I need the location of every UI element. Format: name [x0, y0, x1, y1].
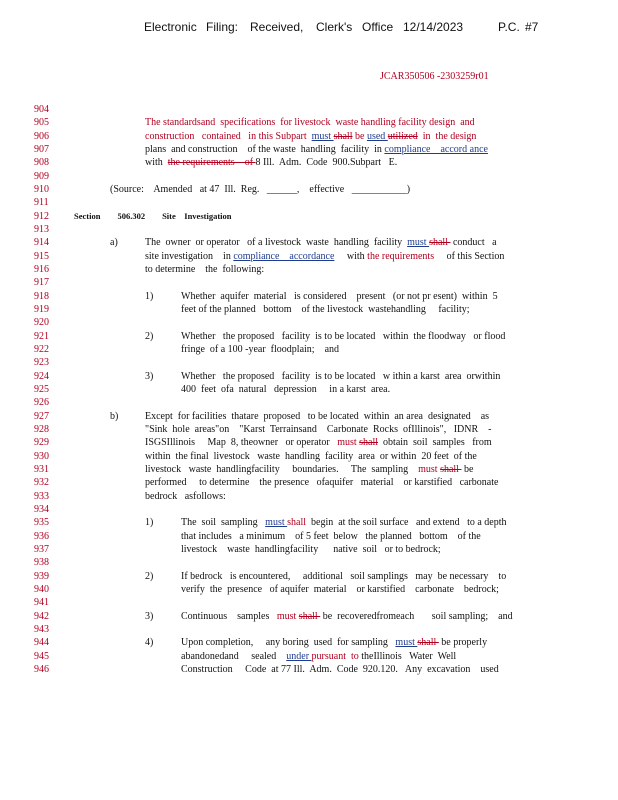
document-line	[8, 290, 618, 303]
line-number: 925	[34, 383, 49, 395]
line-text	[145, 250, 504, 263]
line-number: 943	[34, 623, 49, 635]
line-text	[181, 583, 499, 596]
text-segment: begin at the soil surface and extend to a depth	[306, 517, 507, 529]
document-line	[8, 450, 618, 463]
document-line	[8, 436, 618, 449]
line-text	[145, 116, 475, 129]
text-segment: that includes a minimum of 5 feet below the planned bottom of the	[181, 530, 481, 542]
document-line	[8, 303, 618, 316]
document-line	[8, 396, 618, 409]
line-number: 916	[34, 263, 49, 275]
line-number: 934	[34, 503, 49, 515]
text-segment: Section 506.302 Site Investigation	[74, 210, 232, 221]
list-marker	[145, 570, 153, 583]
document-line	[8, 103, 618, 116]
text-segment: obtain soil samples from	[378, 437, 492, 449]
document-line	[8, 663, 618, 676]
line-number: 920	[34, 317, 49, 329]
document-line	[8, 143, 618, 156]
inserted-text: must	[395, 637, 418, 649]
document-line	[8, 263, 618, 276]
deleted-text: shall	[298, 610, 321, 622]
text-segment: of this Section	[434, 250, 505, 262]
text-segment: shall	[287, 517, 307, 529]
header-office-word: Office	[362, 20, 394, 34]
line-number: 905	[34, 117, 49, 129]
text-segment: ISGSIllinois Map 8, theowner or operator	[145, 437, 338, 449]
line-number: 906	[34, 130, 49, 142]
text-segment: must	[276, 610, 299, 622]
document-line	[8, 476, 618, 489]
line-number: 919	[34, 303, 49, 315]
document-line	[8, 250, 618, 263]
line-number: 910	[34, 183, 49, 195]
line-text	[74, 210, 232, 223]
line-number: 912	[34, 210, 49, 222]
text-segment: Except for facilities thatare proposed to be located within an area designated as	[145, 410, 490, 422]
inserted-text: must	[407, 237, 430, 249]
line-number: 907	[34, 143, 49, 155]
line-text	[181, 530, 481, 543]
document-line	[8, 156, 618, 169]
line-number: 913	[34, 223, 49, 235]
text-segment: Whether aquifer material is considered present (or not pr esent) within 5	[181, 290, 498, 302]
document-line	[8, 316, 618, 329]
document-line	[8, 530, 618, 543]
line-number: 937	[34, 543, 49, 555]
line-text	[181, 543, 441, 556]
line-number: 917	[34, 277, 49, 289]
line-number: 940	[34, 583, 49, 595]
line-number: 931	[34, 463, 49, 475]
document-line	[8, 170, 618, 183]
text-segment: within the final livestock waste handling facility area or within 20 feet of the	[145, 450, 477, 462]
line-number: 935	[34, 517, 49, 529]
document-line	[8, 330, 618, 343]
line-number: 904	[34, 104, 49, 115]
line-number: 933	[34, 490, 49, 502]
line-number: 911	[34, 197, 49, 209]
line-text	[181, 290, 498, 303]
text-segment: site investigation in	[145, 250, 234, 262]
line-number: 908	[34, 157, 49, 169]
document-line	[8, 276, 618, 289]
header-filing-label: Filing:	[206, 20, 239, 34]
line-text	[145, 490, 226, 503]
line-number: 909	[34, 170, 49, 182]
line-number: 922	[34, 343, 49, 355]
text-segment: pursuant to	[311, 650, 359, 662]
line-number: 946	[34, 663, 49, 675]
line-text	[145, 263, 264, 276]
text-segment: construction contained in this Subpart	[145, 130, 312, 142]
line-text	[145, 130, 476, 143]
document-line	[8, 236, 618, 249]
deleted-text: shall	[333, 130, 353, 142]
text-segment: verify the presence of aquifer material or karstified carbonate bedrock;	[181, 583, 499, 595]
line-text	[145, 143, 488, 156]
text-segment: a)	[110, 237, 118, 249]
text-segment: If bedrock is encountered, additional soil samplings may be necessary to	[181, 570, 507, 582]
document-line	[8, 650, 618, 663]
list-marker	[110, 410, 118, 423]
line-text	[145, 463, 473, 476]
line-number: 929	[34, 437, 49, 449]
text-segment: The owner or operator of a livestock waste handling facility	[145, 237, 408, 249]
page-header	[0, 20, 618, 36]
inserted-text: used	[366, 130, 388, 142]
list-marker	[145, 370, 153, 383]
line-text	[181, 570, 506, 583]
line-text	[181, 383, 390, 396]
text-segment: be	[352, 130, 367, 142]
document-line	[8, 210, 618, 223]
line-text	[145, 476, 498, 489]
text-segment: livestock waste handlingfacility native soil or to bedrock;	[181, 543, 441, 555]
line-number: 915	[34, 250, 49, 262]
header-pc: P.C.	[498, 20, 520, 34]
text-segment: conduct a	[450, 237, 497, 249]
text-segment: Upon completion, any boring used for sampling	[181, 637, 396, 649]
list-marker	[145, 636, 153, 649]
text-segment: 1)	[145, 517, 154, 529]
text-segment: theIllinois Water Well	[358, 650, 457, 662]
line-number: 921	[34, 330, 49, 342]
document-line	[8, 423, 618, 436]
line-text	[181, 343, 339, 356]
text-segment: Whether the proposed facility is to be located w ithin a karst area orwithin	[181, 370, 501, 382]
line-number: 945	[34, 650, 49, 662]
text-segment: (Source: Amended at 47 Ill. Reg. ______, effective ___________)	[110, 183, 411, 195]
text-segment: with	[334, 250, 368, 262]
line-text	[181, 303, 470, 316]
text-segment: in the design	[417, 130, 477, 142]
text-segment: 1)	[145, 290, 154, 302]
document-line	[8, 583, 618, 596]
line-text	[145, 410, 489, 423]
document-line	[8, 490, 618, 503]
header-status: Received,	[250, 20, 304, 34]
deleted-text: shall	[359, 437, 379, 449]
header-office: Clerk's	[316, 20, 353, 34]
line-number: 944	[34, 637, 49, 649]
document-line	[8, 503, 618, 516]
line-text	[181, 370, 500, 383]
line-text	[181, 663, 499, 676]
inserted-text: compliance accordance	[233, 250, 335, 262]
line-number: 941	[34, 597, 49, 609]
text-segment: 8 Ill. Adm. Code 900.Subpart E.	[255, 157, 398, 169]
text-segment: "Sink hole areas"on "Karst Terrainsand Carbonate Rocks ofIllinois", IDNR -	[145, 423, 492, 435]
document-line	[8, 610, 618, 623]
text-segment: must	[337, 437, 360, 449]
text-segment: 2)	[145, 330, 154, 342]
line-text	[181, 330, 505, 343]
document-line	[8, 130, 618, 143]
line-number: 942	[34, 610, 49, 622]
inserted-text: must	[311, 130, 334, 142]
document-line	[8, 356, 618, 369]
line-number: 939	[34, 570, 49, 582]
document-line	[8, 116, 618, 129]
deleted-text: shall	[429, 237, 451, 249]
document-line	[8, 596, 618, 609]
text-segment: be	[461, 463, 474, 475]
list-marker	[110, 236, 118, 249]
text-segment: b)	[110, 410, 119, 422]
text-segment: 3)	[145, 610, 154, 622]
document-line	[8, 370, 618, 383]
text-segment: fringe of a 100 -year floodplain; and	[181, 343, 340, 355]
text-segment: Whether the proposed facility is to be located within the floodway or flood	[181, 330, 506, 342]
text-segment: abandonedand sealed	[181, 650, 287, 662]
header-date: 12/14/2023	[403, 20, 464, 34]
document-line	[8, 410, 618, 423]
line-number: 932	[34, 477, 49, 489]
line-text	[145, 436, 492, 449]
line-number: 930	[34, 450, 49, 462]
list-marker	[145, 330, 153, 343]
text-segment: 3)	[145, 370, 154, 382]
text-segment: Continuous samples	[181, 610, 277, 622]
text-segment: 4)	[145, 637, 154, 649]
document-line	[8, 196, 618, 209]
text-segment: with	[145, 157, 168, 169]
text-segment: plans and construction of the waste handling facility in	[145, 143, 385, 155]
document-line	[8, 623, 618, 636]
line-text	[181, 610, 513, 623]
line-number: 938	[34, 557, 49, 569]
header-filing: Electronic	[144, 20, 197, 34]
line-text	[145, 423, 492, 436]
text-segment: be properly	[438, 637, 488, 649]
line-number: 928	[34, 423, 49, 435]
text-segment: The standardsand specifications for livestock waste handling facility design and	[145, 117, 475, 129]
text-segment: 400 feet ofa natural depression in a karst area.	[181, 383, 391, 395]
list-marker	[145, 290, 153, 303]
document-line	[8, 383, 618, 396]
text-segment: Construction Code at 77 Ill. Adm. Code 920.120. Any excavation used	[181, 663, 499, 675]
text-segment: must	[418, 463, 441, 475]
line-text	[181, 636, 487, 649]
inserted-text: under	[286, 650, 312, 662]
list-marker	[145, 610, 153, 623]
line-text	[145, 236, 497, 249]
text-segment: The soil sampling	[181, 517, 266, 529]
line-text	[145, 450, 477, 463]
text-segment: 2)	[145, 570, 154, 582]
inserted-text: compliance accord ance	[384, 143, 488, 155]
header-pc-number: #7	[525, 20, 539, 34]
deleted-text: shall	[417, 637, 439, 649]
deleted-text: the requirements of	[167, 157, 256, 169]
text-segment: be recoveredfromeach soil sampling; and	[320, 610, 513, 622]
inserted-text: must	[265, 517, 288, 529]
deleted-text: shall	[440, 463, 462, 475]
document-line	[8, 516, 618, 529]
line-text	[145, 156, 397, 169]
line-text	[181, 516, 507, 529]
jcar-reference: JCAR350506 -2303259r01	[380, 71, 489, 82]
line-number: 926	[34, 397, 49, 409]
line-text	[181, 650, 456, 663]
text-segment: to determine the following:	[145, 263, 265, 275]
line-number: 923	[34, 357, 49, 369]
line-number: 914	[34, 237, 49, 249]
document-line	[8, 570, 618, 583]
document-line	[8, 556, 618, 569]
text-segment: performed to determine the presence ofaquifer material or karstified carbonate	[145, 477, 499, 489]
line-text	[110, 183, 410, 196]
line-number: 918	[34, 290, 49, 302]
deleted-text: utilized	[387, 130, 418, 142]
text-segment: livestock waste handlingfacility boundaries. The sampling	[145, 463, 419, 475]
document-line	[8, 223, 618, 236]
line-number: 924	[34, 370, 49, 382]
document-line	[8, 636, 618, 649]
document-line	[8, 463, 618, 476]
line-number: 936	[34, 530, 49, 542]
list-marker	[145, 516, 153, 529]
document-line	[8, 183, 618, 196]
document-line	[8, 343, 618, 356]
document-line	[8, 543, 618, 556]
text-segment: bedrock asfollows:	[145, 490, 226, 502]
text-segment: feet of the planned bottom of the livestock wastehandling facility;	[181, 303, 470, 315]
text-segment: the requirements	[367, 250, 435, 262]
line-number: 927	[34, 410, 49, 422]
